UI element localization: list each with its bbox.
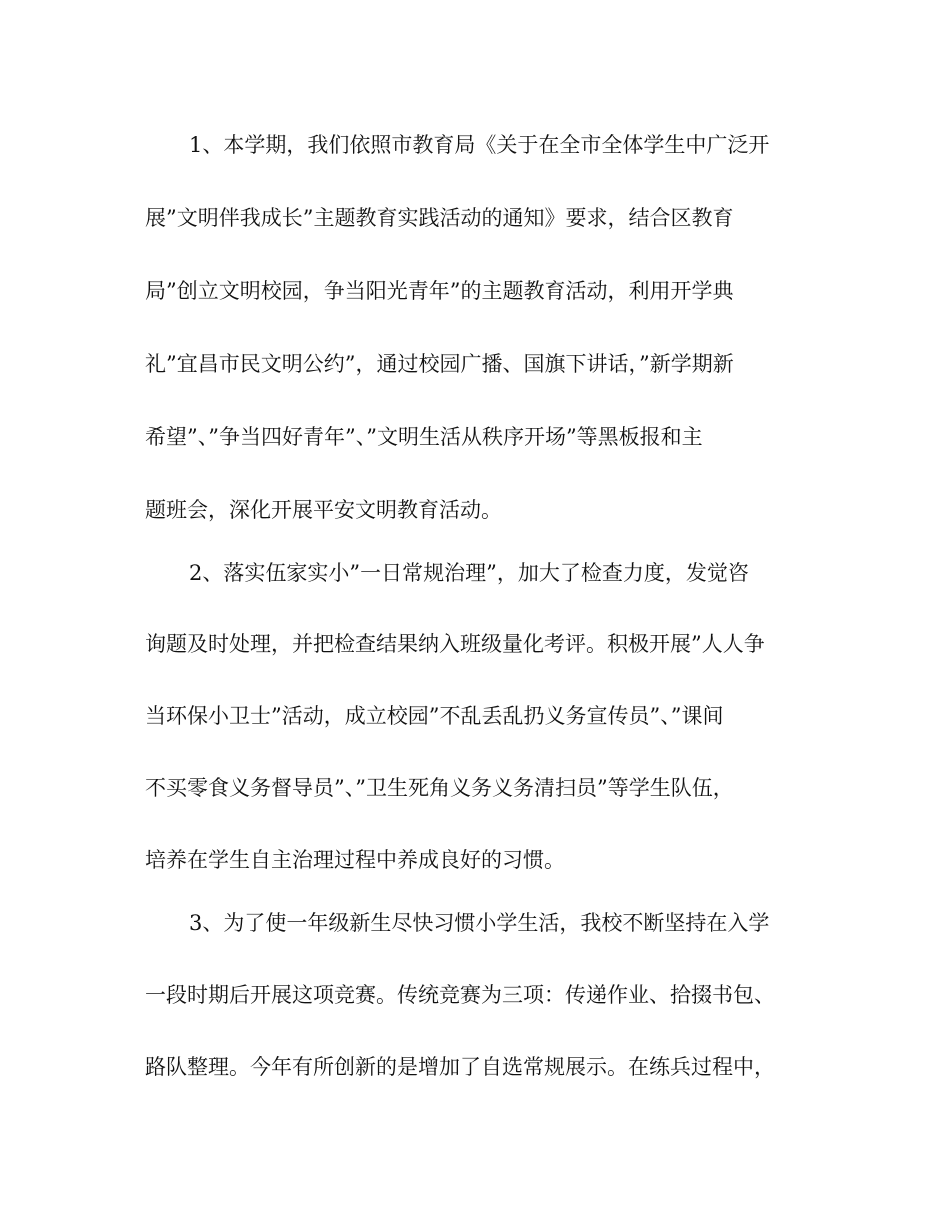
paragraph-3-line-3: 路队整理。今年有所创新的是增加了自选常规展示。在练兵过程中， (145, 1055, 775, 1079)
paragraph-2-line-2: 询题及时处理，并把检查结果纳入班级量化考评。积极开展”人人争 (145, 632, 765, 656)
paragraph-1-line-3: 局”创立文明校园，争当阳光青年”的主题教育活动，利用开学典 (145, 279, 734, 303)
paragraph-2-line-4: 不买零食义务督导员”、”卫生死角义务义务清扫员”等学生队伍， (145, 776, 734, 800)
paragraph-1-line-2: 展”文明伴我成长”主题教育实践活动的通知》要求，结合区教育 (145, 206, 734, 230)
paragraph-2-line-1: 2、落实伍家实小”一日常规治理”，加大了检查力度，发觉咨 (189, 561, 749, 585)
paragraph-1-line-6: 题班会，深化开展平安文明教育活动。 (145, 498, 502, 522)
paragraph-3-line-2: 一段时期后开展这项竞赛。传统竞赛为三项：传递作业、拾掇书包、 (145, 983, 775, 1007)
paragraph-1-line-4: 礼”宜昌市民文明公约”，通过校园广播、国旗下讲话，”新学期新 (145, 352, 734, 376)
paragraph-2-line-5: 培养在学生自主治理过程中养成良好的习惯。 (145, 848, 565, 872)
paragraph-2-line-3: 当环保小卫士”活动，成立校园”不乱丢乱扔义务宣传员”、”课间 (145, 704, 724, 728)
paragraph-3-line-1: 3、为了使一年级新生尽快习惯小学生活，我校不断坚持在入学 (189, 911, 770, 935)
paragraph-1-line-1: 1、本学期，我们依照市教育局《关于在全市全体学生中广泛开 (189, 133, 770, 157)
paragraph-1-line-5: 希望”、”争当四好青年”、”文明生活从秩序开场”等黑板报和主 (145, 425, 703, 449)
